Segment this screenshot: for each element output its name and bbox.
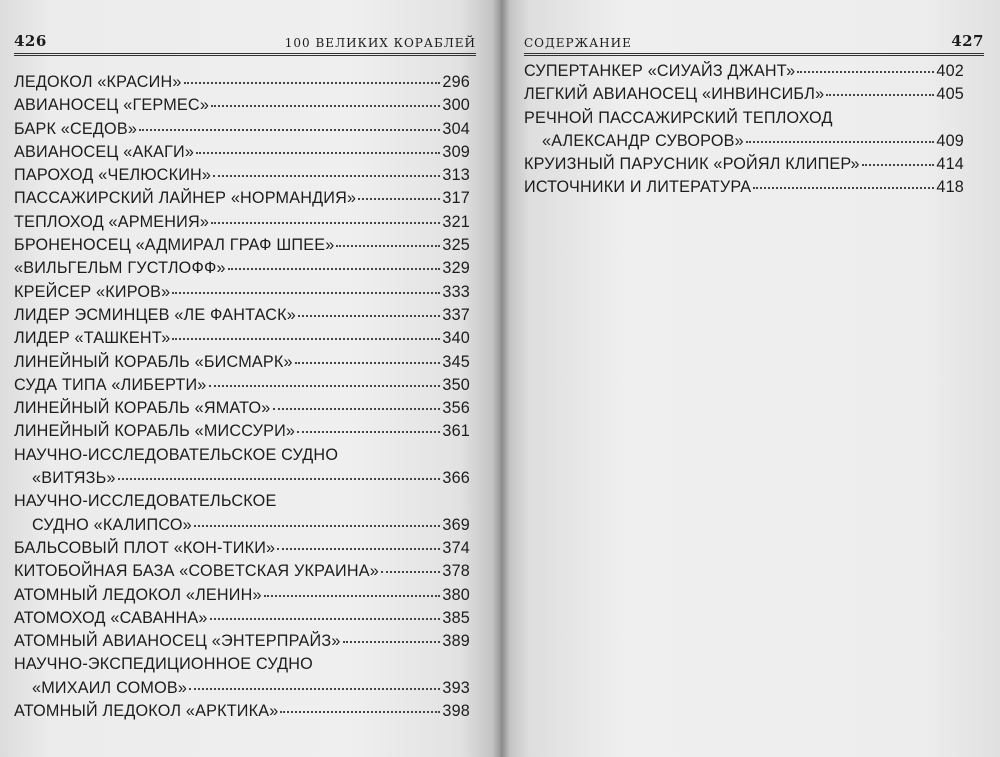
toc-entry: [524, 176, 964, 199]
toc-entry-title: «АЛЕКСАНДР СУВОРОВ»: [542, 131, 744, 150]
toc-entry-title: ПАССАЖИРСКИЙ ЛАЙНЕР «НОРМАНДИЯ»: [14, 189, 357, 208]
dot-leader: [826, 93, 934, 96]
toc-row: [14, 211, 470, 234]
toc-page-number: 418: [936, 178, 964, 197]
dot-leader: [797, 70, 934, 73]
toc-page-number: 409: [936, 131, 964, 150]
toc-page-number: 356: [442, 399, 470, 418]
toc-entry: [14, 304, 470, 327]
left-page-number: 426: [14, 32, 47, 50]
dot-leader: [298, 314, 440, 317]
toc-entry-title: «ВИЛЬГЕЛЬМ ГУСТЛОФФ»: [14, 259, 226, 278]
toc-page-number: 374: [442, 538, 470, 557]
toc-entry-title: БАРК «СЕДОВ»: [14, 119, 138, 138]
dot-leader: [273, 407, 441, 410]
toc-entry-line: [14, 490, 470, 513]
toc-entry-title: ЛЕДОКОЛ «КРАСИН»: [14, 73, 182, 91]
toc-row: [32, 677, 470, 700]
toc-entry-title: НАУЧНО-ИССЛЕДОВАТЕЛЬСКОЕ СУДНО: [14, 445, 339, 464]
dot-leader: [381, 570, 440, 573]
dot-leader: [228, 267, 441, 270]
toc-entry: [14, 420, 470, 443]
toc-entry-title: НАУЧНО-ЭКСПЕДИЦИОННОЕ СУДНО: [14, 655, 313, 674]
toc-row: [14, 537, 470, 560]
toc-entry-title: ЛЕГКИЙ АВИАНОСЕЦ «ИНВИНСИБЛ»: [524, 85, 825, 104]
toc-row: [14, 374, 470, 397]
toc-row: [14, 560, 470, 583]
toc-page-number: 361: [442, 422, 470, 441]
toc-page-number: 369: [442, 515, 470, 534]
toc-entry: [14, 118, 470, 141]
dot-leader: [343, 640, 441, 643]
toc-entry-title: АТОМОХОД «САВАННА»: [14, 608, 208, 627]
toc-page-number: 337: [442, 305, 470, 324]
toc-left-list: [14, 71, 470, 723]
dot-leader: [172, 337, 440, 340]
dot-leader: [746, 140, 935, 143]
toc-row: [14, 257, 470, 280]
toc-entry: [14, 234, 470, 257]
toc-entry: [14, 94, 470, 117]
dot-leader: [358, 197, 440, 200]
dot-leader: [297, 430, 440, 433]
toc-page-number: 296: [442, 73, 470, 91]
toc-entry-title: АТОМНЫЙ АВИАНОСЕЦ «ЭНТЕРПРАЙЗ»: [14, 632, 341, 651]
dot-leader: [209, 384, 441, 387]
toc-entry: [14, 141, 470, 164]
toc-entry: [14, 71, 470, 94]
toc-page-number: 380: [442, 585, 470, 604]
toc-row: [14, 304, 470, 327]
toc-entry: [14, 327, 470, 350]
toc-page-number: 329: [442, 259, 470, 278]
toc-entry-title: РЕЧНОЙ ПАССАЖИРСКИЙ ТЕПЛОХОД: [524, 108, 833, 127]
toc-page-number: 402: [936, 62, 964, 80]
toc-page-number: 340: [442, 329, 470, 348]
toc-entry-title: АТОМНЫЙ ЛЕДОКОЛ «АРКТИКА»: [14, 702, 279, 721]
toc-entry-title: ПАРОХОД «ЧЕЛЮСКИН»: [14, 166, 212, 185]
toc-page-number: 389: [442, 632, 470, 651]
toc-entry: [14, 351, 470, 374]
toc-page-number: 304: [442, 119, 470, 138]
toc-entry-title: НАУЧНО-ИССЛЕДОВАТЕЛЬСКОЕ: [14, 492, 277, 511]
toc-row: [524, 153, 964, 176]
toc-row: [14, 630, 470, 653]
toc-page-number: 414: [936, 155, 964, 174]
toc-page-number: 325: [442, 236, 470, 255]
toc-page-number: 317: [442, 189, 470, 208]
toc-row: [14, 351, 470, 374]
toc-entry: [14, 467, 470, 490]
toc-entry-line: [524, 107, 964, 130]
toc-entry: [524, 153, 964, 176]
toc-row: [14, 327, 470, 350]
dot-leader: [264, 594, 441, 597]
toc-entry-title: КРУИЗНЫЙ ПАРУСНИК «РОЙЯЛ КЛИПЕР»: [524, 155, 860, 174]
toc-entry-title: АТОМНЫЙ ЛЕДОКОЛ «ЛЕНИН»: [14, 585, 262, 604]
dot-leader: [753, 186, 934, 189]
toc-page-number: 300: [442, 96, 470, 115]
toc-row: [524, 83, 964, 106]
dot-leader: [210, 617, 441, 620]
toc-entry: [14, 700, 470, 723]
contents-heading: СОДЕРЖАНИЕ: [524, 36, 632, 50]
toc-entry-title: ЛИНЕЙНЫЙ КОРАБЛЬ «БИСМАРК»: [14, 352, 293, 371]
toc-entry: [14, 584, 470, 607]
dot-leader: [213, 174, 440, 177]
toc-page-number: 385: [442, 608, 470, 627]
toc-page-number: 333: [442, 282, 470, 301]
toc-row: [524, 176, 964, 199]
toc-entry: [14, 607, 470, 630]
toc-row: [14, 187, 470, 210]
toc-entry-title: КРЕЙСЕР «КИРОВ»: [14, 282, 171, 301]
dot-leader: [194, 524, 441, 527]
right-running-head: [524, 20, 984, 56]
toc-row: [542, 130, 964, 153]
toc-entry-title: АВИАНОСЕЦ «АКАГИ»: [14, 142, 195, 161]
toc-row: [14, 281, 470, 304]
dot-leader: [189, 687, 440, 690]
toc-entry-title: КИТОБОЙНАЯ БАЗА «СОВЕТСКАЯ УКРАИНА»: [14, 562, 379, 581]
toc-entry: [14, 560, 470, 583]
toc-row: [14, 607, 470, 630]
toc-page-number: 398: [442, 702, 470, 721]
toc-right-list: [524, 60, 964, 200]
dot-leader: [172, 291, 440, 294]
toc-row: [32, 467, 470, 490]
toc-row: [14, 71, 470, 94]
dot-leader: [336, 244, 440, 247]
toc-entry-title: ЛИДЕР «ТАШКЕНТ»: [14, 329, 171, 348]
toc-page-number: 309: [442, 142, 470, 161]
dot-leader: [277, 547, 440, 550]
toc-entry: [524, 60, 964, 83]
toc-entry-title: ЛИНЕЙНЫЙ КОРАБЛЬ «МИССУРИ»: [14, 422, 296, 441]
book-spine-shadow: [492, 0, 510, 757]
toc-entry-line: [14, 444, 470, 467]
toc-entry-title: СУПЕРТАНКЕР «СИУАЙЗ ДЖАНТ»: [524, 62, 796, 80]
toc-row: [14, 118, 470, 141]
book-title: 100 ВЕЛИКИХ КОРАБЛЕЙ: [284, 36, 476, 50]
toc-entry-title: БАЛЬСОВЫЙ ПЛОТ «КОН-ТИКИ»: [14, 538, 276, 557]
toc-row: [14, 164, 470, 187]
toc-entry-title: СУДНО «КАЛИПСО»: [32, 515, 192, 534]
toc-entry: [14, 164, 470, 187]
toc-entry-title: БРОНЕНОСЕЦ «АДМИРАЛ ГРАФ ШПЕЕ»: [14, 236, 335, 255]
toc-entry: [524, 83, 964, 106]
dot-leader: [211, 221, 440, 224]
toc-page-number: 345: [442, 352, 470, 371]
toc-page-number: 321: [442, 212, 470, 231]
toc-entry: [14, 397, 470, 420]
toc-entry: [524, 130, 964, 153]
toc-entry: [14, 630, 470, 653]
toc-entry-title: СУДА ТИПА «ЛИБЕРТИ»: [14, 375, 207, 394]
dot-leader: [280, 710, 440, 713]
toc-entry: [14, 187, 470, 210]
toc-entry-title: «ВИТЯЗЬ»: [32, 469, 116, 488]
dot-leader: [295, 361, 441, 364]
toc-row: [14, 397, 470, 420]
toc-entry-title: ЛИДЕР ЭСМИНЦЕВ «ЛЕ ФАНТАСК»: [14, 305, 297, 324]
dot-leader: [139, 128, 440, 131]
toc-page-number: 378: [442, 562, 470, 581]
toc-entry-title: АВИАНОСЕЦ «ГЕРМЕС»: [14, 96, 210, 115]
dot-leader: [196, 151, 440, 154]
toc-entry-line: [14, 653, 470, 676]
toc-page-number: 350: [442, 375, 470, 394]
toc-page-number: 366: [442, 469, 470, 488]
toc-entry-title: «МИХАИЛ СОМОВ»: [32, 678, 188, 697]
toc-entry: [14, 257, 470, 280]
toc-row: [14, 700, 470, 723]
toc-entry: [14, 677, 470, 700]
dot-leader: [211, 104, 440, 107]
toc-entry: [14, 374, 470, 397]
toc-page-number: 393: [442, 678, 470, 697]
left-running-head: [14, 20, 476, 56]
toc-entry: [14, 514, 470, 537]
right-page-number: 427: [951, 32, 984, 50]
toc-row: [14, 584, 470, 607]
toc-row: [14, 420, 470, 443]
toc-row: [14, 234, 470, 257]
toc-entry: [14, 281, 470, 304]
toc-row: [524, 60, 964, 83]
toc-page-number: 405: [936, 85, 964, 104]
toc-row: [14, 94, 470, 117]
toc-page-number: 313: [442, 166, 470, 185]
toc-row: [14, 141, 470, 164]
toc-entry: [14, 211, 470, 234]
toc-row: [32, 514, 470, 537]
dot-leader: [862, 163, 935, 166]
dot-leader: [118, 477, 441, 480]
toc-entry-title: ИСТОЧНИКИ И ЛИТЕРАТУРА: [524, 178, 752, 197]
right-page: [500, 0, 1000, 757]
dot-leader: [184, 81, 441, 84]
toc-entry: [14, 537, 470, 560]
toc-entry-title: ТЕПЛОХОД «АРМЕНИЯ»: [14, 212, 210, 231]
toc-entry-title: ЛИНЕЙНЫЙ КОРАБЛЬ «ЯМАТО»: [14, 399, 271, 418]
